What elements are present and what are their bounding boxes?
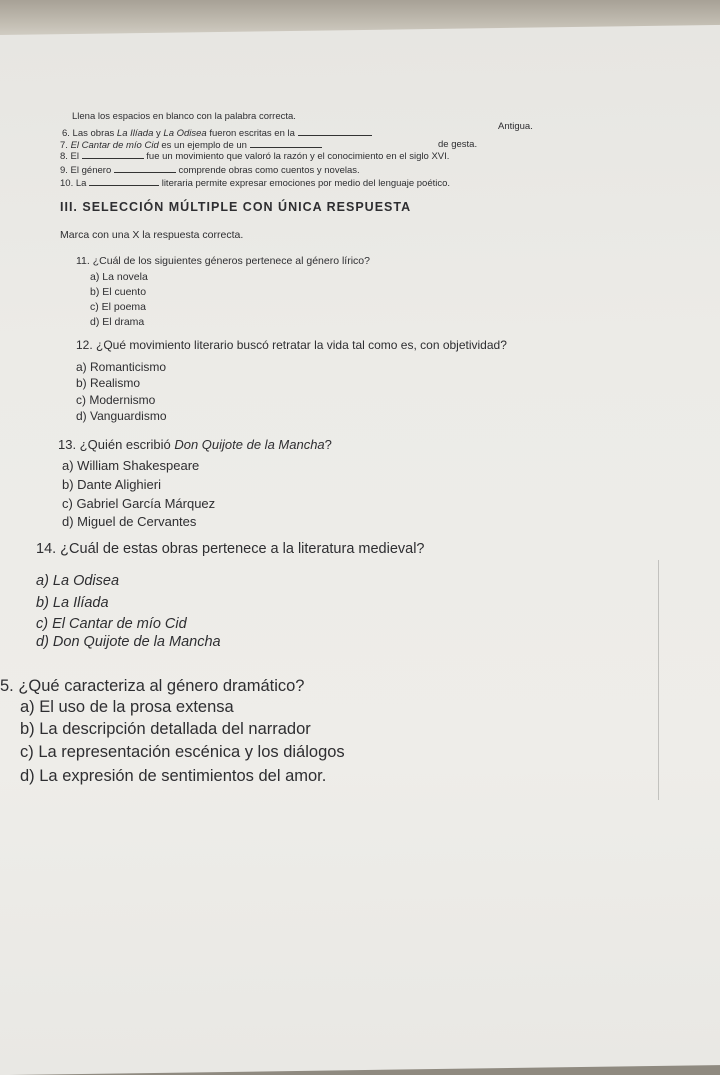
fill-item-10 bbox=[60, 176, 450, 189]
fill-6-blank[interactable] bbox=[298, 126, 372, 136]
fill-10-post: literaria permite expresar emociones por medio del lenguaje poético. bbox=[161, 178, 451, 189]
q14-option-a-text: a) La Odisea bbox=[36, 573, 120, 589]
fill-6-pre: 6. Las obras bbox=[62, 128, 117, 139]
q12-option-a[interactable]: a) Romanticismo bbox=[76, 360, 167, 374]
fill-7-italic: El Cantar de mío Cid bbox=[70, 140, 159, 151]
q14-option-d-text: d) Don Quijote de la Mancha bbox=[36, 634, 221, 650]
fill-item-9 bbox=[60, 163, 360, 176]
q14-option-b-text: b) La Ilíada bbox=[36, 595, 109, 611]
q11-option-c[interactable]: c) El poema bbox=[90, 301, 147, 313]
q14-option-c[interactable] bbox=[36, 616, 187, 632]
q11-option-a[interactable]: a) La novela bbox=[90, 271, 148, 283]
fill-6-mid: y bbox=[153, 128, 164, 139]
q15-option-d[interactable]: d) La expresión de sentimientos del amor. bbox=[20, 767, 327, 785]
q13-pre: 13. ¿Quién escribió bbox=[58, 437, 175, 452]
q13-option-d[interactable]: d) Miguel de Cervantes bbox=[62, 514, 197, 529]
fill-7-post: es un ejemplo de un bbox=[158, 140, 247, 151]
q15-option-a[interactable]: a) El uso de la prosa extensa bbox=[20, 698, 234, 716]
fill-9-blank[interactable] bbox=[114, 163, 176, 173]
q15-option-c[interactable]: c) La representación escénica y los diálogos bbox=[20, 743, 345, 761]
fill-8-pre: 8. El bbox=[60, 151, 80, 162]
fill-10-pre: 10. La bbox=[60, 178, 87, 189]
fill-7-blank[interactable] bbox=[250, 138, 322, 148]
q14-option-a[interactable] bbox=[36, 573, 119, 589]
section-title: III. SELECCIÓN MÚLTIPLE CON ÚNICA RESPUESTA bbox=[60, 200, 412, 214]
q13-option-b[interactable]: b) Dante Alighieri bbox=[62, 477, 161, 492]
fill-6-note: Antigua. bbox=[498, 121, 533, 132]
question-11: 11. ¿Cuál de los siguientes géneros pertenece al género lírico? bbox=[76, 255, 370, 267]
q13-option-a[interactable]: a) William Shakespeare bbox=[62, 458, 200, 473]
q11-option-b[interactable]: b) El cuento bbox=[90, 286, 147, 298]
fill-9-pre: 9. El género bbox=[60, 165, 112, 176]
q15-option-b[interactable]: b) La descripción detallada del narrador bbox=[20, 720, 311, 738]
q11-option-d[interactable]: d) El drama bbox=[90, 316, 145, 328]
fill-7-pre: 7. bbox=[60, 140, 71, 151]
fill-8-blank[interactable] bbox=[82, 149, 144, 159]
question-15: 5. ¿Qué caracteriza al género dramático? bbox=[0, 677, 305, 695]
q13-title: Don Quijote de la Mancha bbox=[174, 437, 325, 452]
q14-option-c-text: c) El Cantar de mío Cid bbox=[36, 616, 187, 632]
fill-item-8 bbox=[60, 149, 449, 162]
fill-8-post: fue un movimiento que valoró la razón y el conocimiento en el siglo XVI. bbox=[146, 151, 450, 162]
fill-6-italic-2: La Odisea bbox=[163, 128, 207, 139]
fill-7-tail: de gesta. bbox=[438, 139, 478, 150]
question-12: 12. ¿Qué movimiento literario buscó retratar la vida tal como es, con objetividad? bbox=[76, 338, 507, 352]
fill-10-blank[interactable] bbox=[89, 176, 159, 186]
fill-instructions: Llena los espacios en blanco con la palabra correcta. bbox=[72, 111, 296, 122]
q12-option-c[interactable]: c) Modernismo bbox=[76, 393, 156, 407]
q12-option-b[interactable]: b) Realismo bbox=[76, 376, 141, 390]
q13-option-c[interactable]: c) Gabriel García Márquez bbox=[62, 496, 216, 511]
section-instructions: Marca con una X la respuesta correcta. bbox=[60, 229, 244, 241]
q13-post: ? bbox=[324, 437, 332, 452]
q14-option-d[interactable] bbox=[36, 634, 221, 650]
q14-option-b[interactable] bbox=[36, 595, 109, 611]
question-13 bbox=[58, 437, 332, 452]
fill-6-italic-1: La Ilíada bbox=[116, 128, 154, 139]
q12-option-d[interactable]: d) Vanguardismo bbox=[76, 409, 167, 423]
fill-9-post: comprende obras como cuentos y novelas. bbox=[178, 165, 360, 176]
question-14: 14. ¿Cuál de estas obras pertenece a la literatura medieval? bbox=[36, 541, 425, 557]
fill-6-post: fueron escritas en la bbox=[206, 128, 295, 139]
